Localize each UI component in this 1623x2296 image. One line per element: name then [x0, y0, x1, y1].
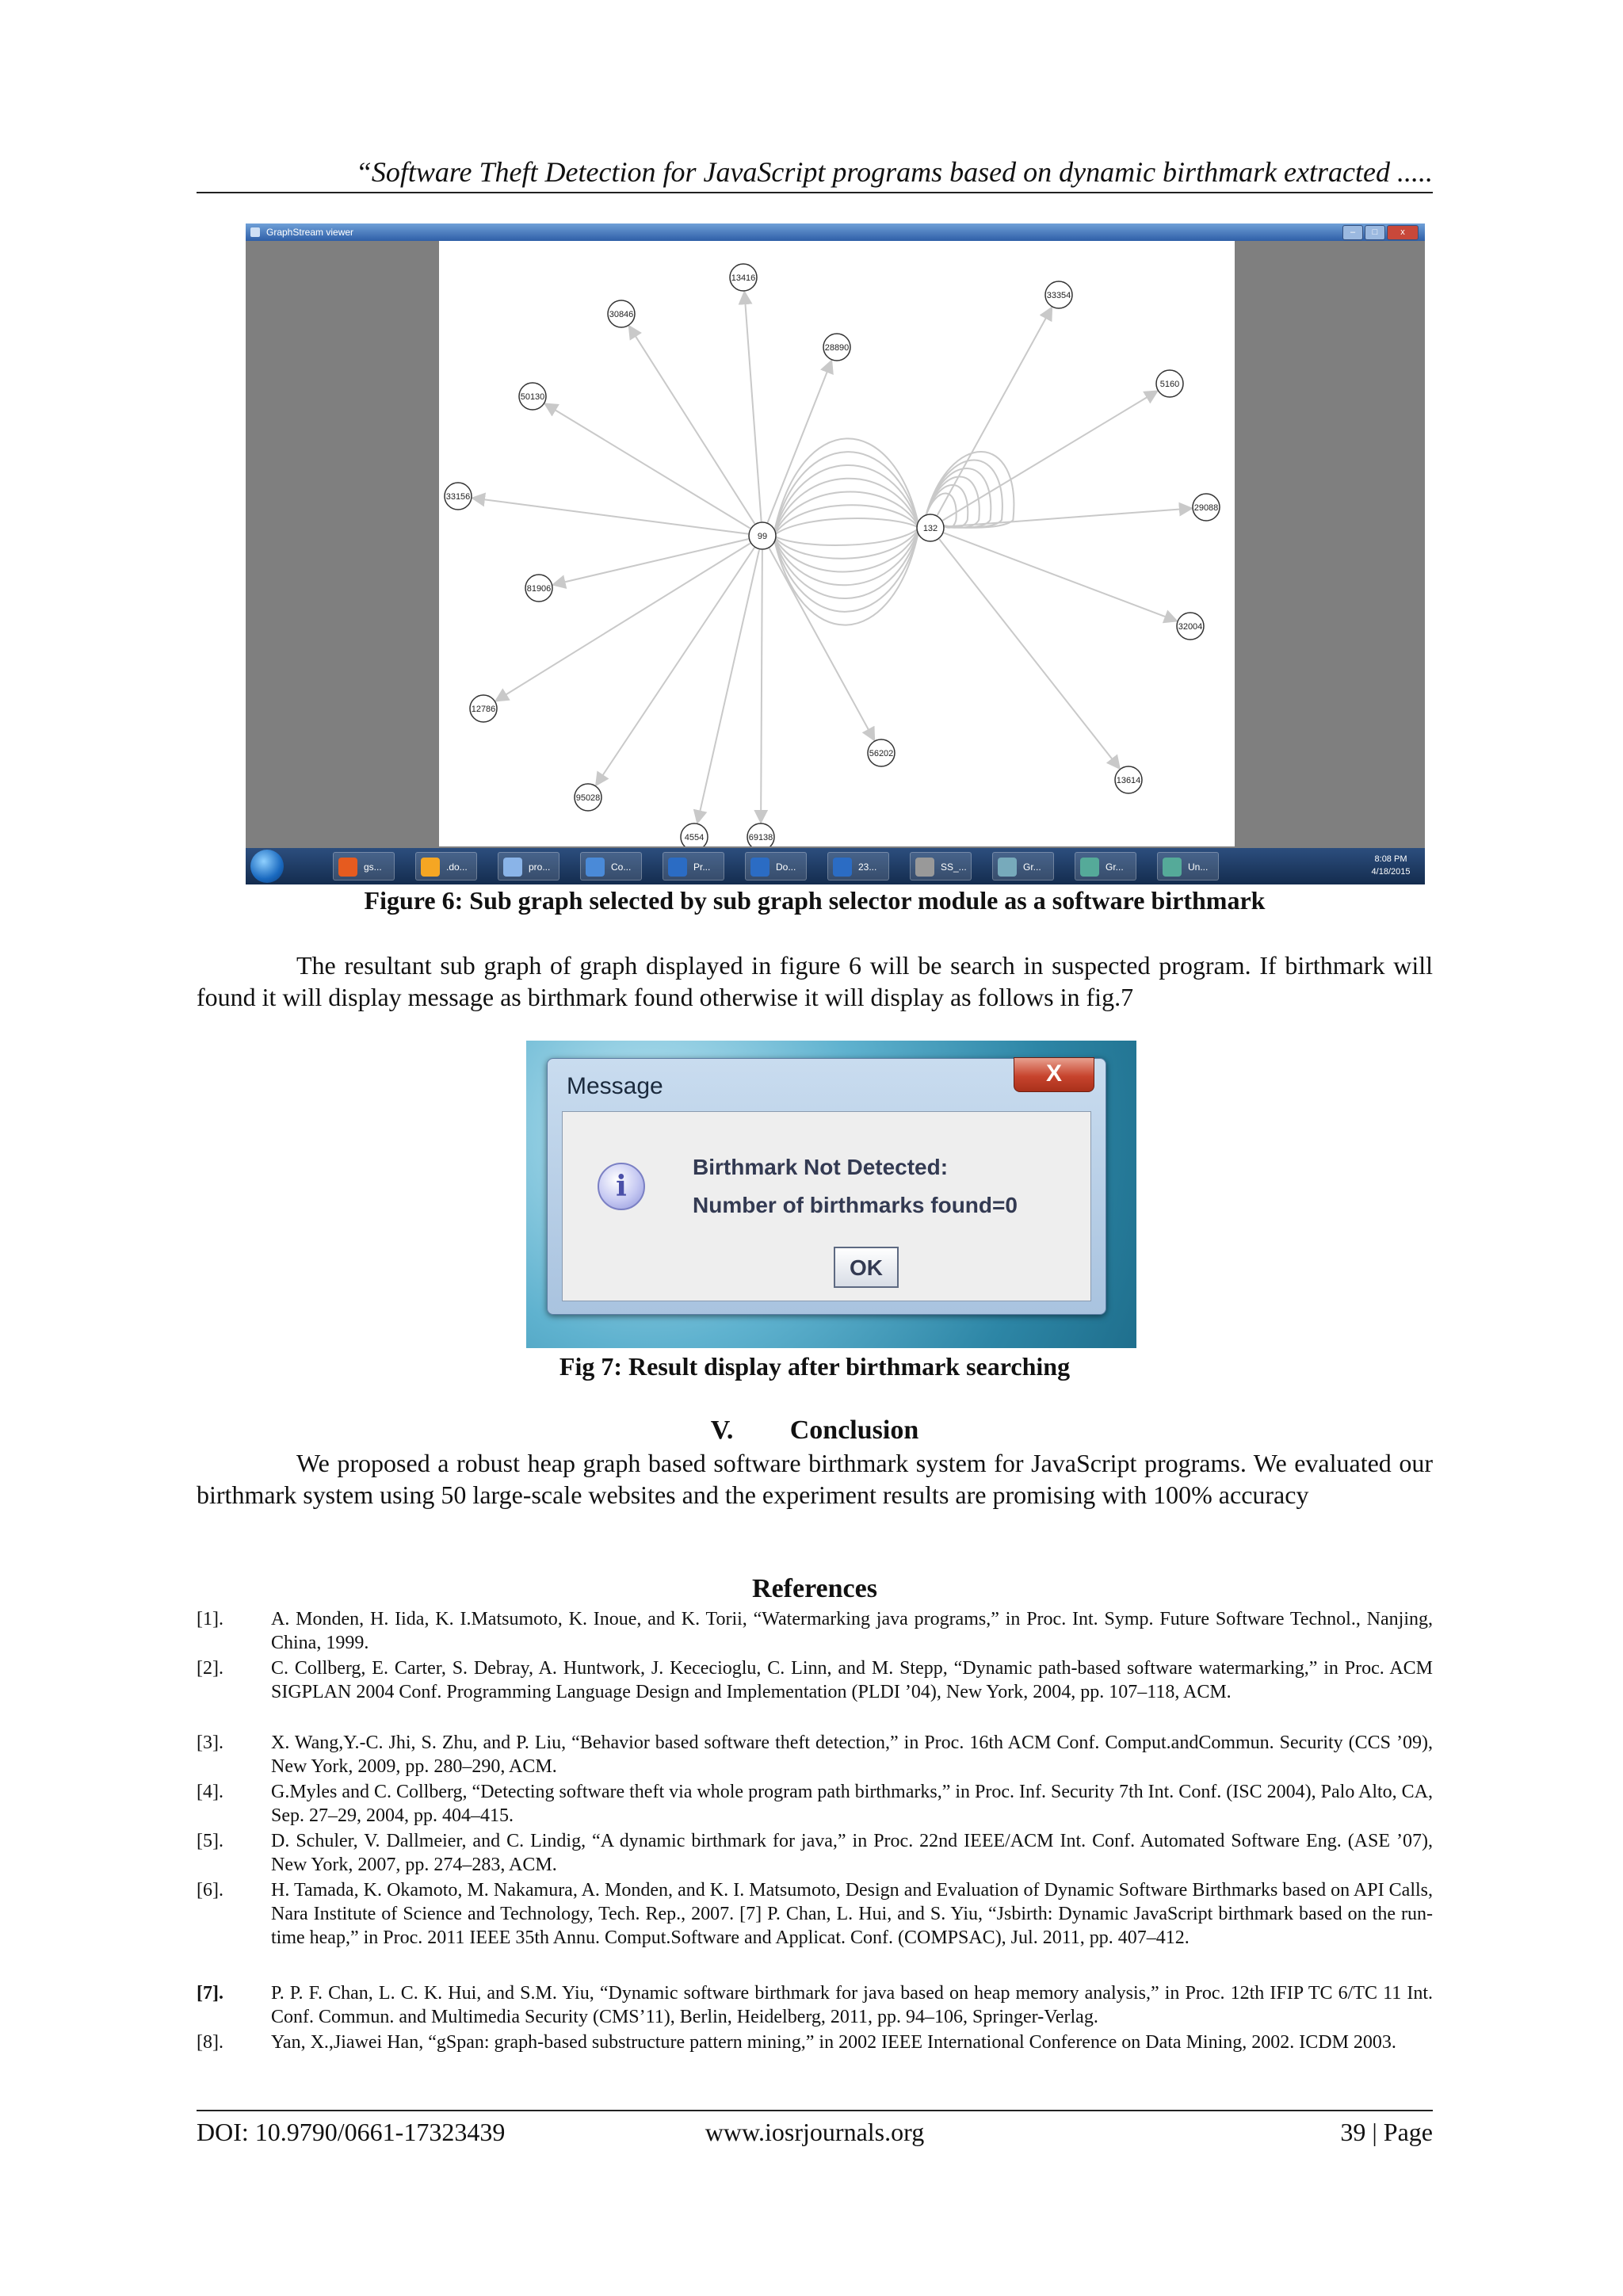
- figure-7-caption: Fig 7: Result display after birthmark searching: [559, 1352, 1071, 1381]
- taskbar-item-label: SS_...: [941, 861, 967, 873]
- graph-edge-132-32004: [944, 533, 1177, 621]
- graph-node-13614: [1115, 766, 1142, 793]
- start-button[interactable]: [250, 850, 284, 883]
- taskbar-item[interactable]: [745, 852, 807, 881]
- app-icon: [1163, 858, 1182, 877]
- dialog-body: [562, 1111, 1091, 1301]
- graph-node-81906: [525, 575, 552, 602]
- paragraph-1: [197, 949, 1433, 1013]
- clock-date: 4/18/2015: [1371, 867, 1411, 877]
- graph-node-label: 32004: [1178, 622, 1203, 632]
- minimize-icon[interactable]: –: [1342, 225, 1363, 240]
- taskbar-item-label: 23...: [858, 861, 877, 873]
- reference-item: [7]. P. P. F. Chan, L. C. K. Hui, and S.M. Yiu, “Dynamic software birthmark for java based on heap memory analysis,” in Proc. 12th IFIP TC 6/TC 11 Int. Conf. Commun. and Multimedia Security (CMS’11), Berlin, Heidelberg, 2011, pp. 94–106, Springer-Verlag.: [197, 1983, 1433, 2027]
- info-icon: i: [598, 1163, 645, 1210]
- taskbar-item[interactable]: [663, 852, 724, 881]
- taskbar-clock: [1363, 853, 1419, 878]
- dialog-title: Message: [567, 1073, 663, 1099]
- graph-node-12786: [470, 695, 497, 722]
- dialog-close-button[interactable]: X: [1014, 1057, 1094, 1092]
- graph-node-label: 95028: [575, 793, 601, 803]
- graph-node-33156: [445, 483, 472, 510]
- graph-edge-99-56202: [769, 548, 875, 740]
- reference-item: [3]. X. Wang,Y.-C. Jhi, S. Zhu, and P. Liu, “Behavior based software theft detection,” in Proc. 16th ACM Conf. Comput.andCommun. Security (CCS ’09), New York, 2009, pp. 280–290, ACM.: [197, 1733, 1433, 1777]
- graph-edge-132-13614: [939, 539, 1120, 769]
- taskbar-item[interactable]: [910, 852, 972, 881]
- taskbar-item-label: gs...: [364, 861, 382, 873]
- taskbar-item-label: Co...: [611, 861, 632, 873]
- graph-edge-99-30846: [629, 326, 755, 524]
- taskbar-item[interactable]: [580, 852, 642, 881]
- dialog-message-line-2: Number of birthmarks found=0: [693, 1193, 1018, 1217]
- section-number: V.: [710, 1415, 734, 1445]
- reference-item: [6]. H. Tamada, K. Okamoto, M. Nakamura, A. Monden, and K. I. Matsumoto, Design and Evaluation of Dynamic Software Birthmarks based on API Calls, Nara Institute of Science and Technology, Tech. Rep., 2007. [7] P. Chan, L. Hui, and S. Yiu, “Jsbirth: Dynamic JavaScript birthmark based on the run-time heap,” in Proc. 2011 IEEE 35th Annu. Comput.Software and Applicat. Conf. (COMPSAC), Jul. 2011, pp. 407–412.: [197, 1880, 1433, 1948]
- graph-edge-99-4554: [697, 550, 759, 823]
- subgraph-diagram: [439, 241, 1235, 846]
- graph-node-label: 99: [757, 532, 768, 541]
- graph-node-label: 30846: [609, 310, 634, 319]
- graph-edge-99-95028: [596, 548, 754, 785]
- graph-node-label: 33156: [445, 492, 471, 502]
- app-icon: [338, 858, 357, 877]
- graph-node-label: 81906: [526, 584, 552, 594]
- references-heading: References: [752, 1574, 877, 1603]
- ok-button[interactable]: OK: [834, 1247, 899, 1288]
- taskbar-item[interactable]: [498, 852, 559, 881]
- graph-edge-99-28890: [768, 361, 832, 523]
- graph-edge-99-132: [773, 518, 919, 536]
- graph-node-30846: [608, 300, 635, 327]
- graph-edge-99-12786: [495, 543, 750, 701]
- footer-doi: DOI: 10.9790/0661-17323439: [197, 2118, 506, 2146]
- footer-site: www.iosrjournals.org: [705, 2118, 925, 2146]
- taskbar-item-label: Gr...: [1023, 861, 1041, 873]
- reference-item: [5]. D. Schuler, V. Dallmeier, and C. Lindig, “A dynamic birthmark for java,” in Proc. 22nd IEEE/ACM Int. Conf. Automated Software Eng. (ASE ’07), New York, 2007, pp. 274–283, ACM.: [197, 1831, 1433, 1875]
- taskbar-item-label: Pr...: [693, 861, 711, 873]
- header-rule: [197, 192, 1433, 193]
- graph-node-label: 12786: [471, 705, 496, 714]
- viewer-titlebar: [246, 223, 1425, 241]
- graph-edge-99-132: [773, 528, 919, 545]
- graph-node-69138: [747, 823, 774, 846]
- graph-node-label: 33354: [1046, 291, 1071, 300]
- graph-node-50130: [519, 383, 546, 410]
- graph-node-label: 132: [922, 524, 938, 533]
- footer-page: 39 | Page: [1340, 2118, 1433, 2146]
- graph-node-label: 29088: [1193, 503, 1219, 513]
- app-icon: [586, 858, 605, 877]
- app-icon: [998, 858, 1017, 877]
- section-heading: [197, 1415, 1433, 1446]
- reference-item: [8]. Yan, X.,Jiawei Han, “gSpan: graph-based substructure pattern mining,” in 2002 IEEE International Conference on Data Mining, 2002. ICDM 2003.: [197, 2032, 1396, 2053]
- app-icon: [750, 858, 769, 877]
- figure-6-caption: Figure 6: Sub graph selected by sub graph selector module as a software birthmark: [364, 886, 1266, 915]
- graph-edge-99-50130: [544, 403, 750, 528]
- reference-item: [2]. C. Collberg, E. Carter, S. Debray, A. Huntwork, J. Kececioglu, C. Linn, and M. Stepp, “Dynamic path-based software watermarking,” in Proc. ACM SIGPLAN 2004 Conf. Programming Language Design and Implementation (PLDI ’04), New York, 2004, pp. 107–118, ACM.: [197, 1658, 1433, 1702]
- graph-node-13416: [730, 264, 757, 291]
- paragraph-1-text: The resultant sub graph of graph displayed in figure 6 will be search in suspected program. If birthmark will found it will display message as birthmark found otherwise it will display as follows in fig.7: [197, 951, 1433, 1011]
- viewer-window-title: GraphStream viewer: [266, 227, 354, 238]
- app-icon: [503, 858, 522, 877]
- taskbar-item-label: pro...: [529, 861, 551, 873]
- graph-node-95028: [575, 784, 601, 811]
- graph-edge-132-29088: [945, 508, 1192, 526]
- taskbar-item-label: Do...: [776, 861, 796, 873]
- graph-node-99: [749, 522, 776, 549]
- graph-node-label: 13614: [1116, 776, 1141, 785]
- graph-node-132: [917, 514, 944, 541]
- graph-edge-99-132: [773, 528, 919, 559]
- taskbar-item[interactable]: [827, 852, 889, 881]
- footer-rule: [197, 2110, 1433, 2111]
- graph-node-label: 5160: [1159, 380, 1180, 389]
- graph-node-56202: [868, 739, 895, 766]
- app-icon: [833, 858, 852, 877]
- maximize-icon[interactable]: □: [1365, 225, 1385, 240]
- windows-taskbar: [246, 848, 1425, 884]
- graph-node-4554: [681, 823, 708, 846]
- graph-node-32004: [1177, 613, 1204, 640]
- figure-6-screenshot: [246, 223, 1425, 884]
- taskbar-item[interactable]: [1157, 852, 1219, 881]
- graph-node-33354: [1045, 281, 1072, 308]
- graph-edge-99-69138: [761, 550, 762, 823]
- taskbar-item-label: Gr...: [1106, 861, 1124, 873]
- graph-edge-99-33156: [472, 498, 748, 533]
- conclusion-paragraph: [197, 1447, 1433, 1511]
- figure-7-screenshot: [526, 1041, 1136, 1348]
- taskbar-item[interactable]: [333, 852, 395, 881]
- section-title: Conclusion: [789, 1415, 919, 1445]
- graph-node-label: 69138: [748, 833, 773, 842]
- reference-item: [4]. G.Myles and C. Collberg, “Detecting software theft via whole program path birthmarks,” in Proc. Inf. Security 7th Int. Conf. (ISC 2004), Palo Alto, CA, Sep. 27–29, 2004, pp. 404–415.: [197, 1782, 1433, 1826]
- graph-node-29088: [1193, 494, 1220, 521]
- window-controls: [1342, 225, 1419, 239]
- graph-node-label: 13416: [731, 273, 756, 283]
- app-icon: [421, 858, 440, 877]
- app-icon: [250, 227, 260, 237]
- graph-edge-99-13416: [744, 292, 761, 521]
- graph-node-label: 4554: [684, 833, 705, 842]
- conclusion-text: We proposed a robust heap graph based software birthmark system for JavaScript programs. We evaluated our birthmark system using 50 large-scale websites and the experiment results are promising with 100% accuracy: [197, 1449, 1433, 1509]
- graph-edge-132-33354: [938, 308, 1052, 515]
- dialog-message-line-1: Birthmark Not Detected:: [693, 1155, 949, 1179]
- message-dialog: [547, 1058, 1106, 1315]
- running-head: “Software Theft Detection for JavaScript programs based on dynamic birthmark extracted .....: [355, 156, 1433, 188]
- close-icon[interactable]: x: [1387, 225, 1419, 240]
- graph-node-5160: [1156, 370, 1183, 397]
- graph-node-label: 56202: [869, 749, 894, 758]
- app-icon: [1080, 858, 1099, 877]
- graph-node-28890: [823, 334, 850, 361]
- taskbar-item[interactable]: [415, 852, 477, 881]
- app-icon: [915, 858, 934, 877]
- taskbar-item[interactable]: [1075, 852, 1136, 881]
- graph-canvas: [439, 241, 1235, 846]
- app-icon: [668, 858, 687, 877]
- taskbar-item-label: .do...: [446, 861, 468, 873]
- graph-node-label: 50130: [520, 392, 545, 402]
- graph-edge-99-132: [773, 505, 919, 536]
- clock-time: 8:08 PM: [1374, 854, 1407, 864]
- graph-edge-132-5160: [942, 391, 1157, 520]
- reference-item: [1]. A. Monden, H. Iida, K. I.Matsumoto, K. Inoue, and K. Torii, “Watermarking java programs,” in Proc. Int. Symp. Future Software Technol., Nanjing, China, 1999.: [197, 1609, 1433, 1653]
- graph-node-label: 28890: [824, 343, 850, 353]
- taskbar-item[interactable]: [992, 852, 1054, 881]
- taskbar-item-label: Un...: [1188, 861, 1209, 873]
